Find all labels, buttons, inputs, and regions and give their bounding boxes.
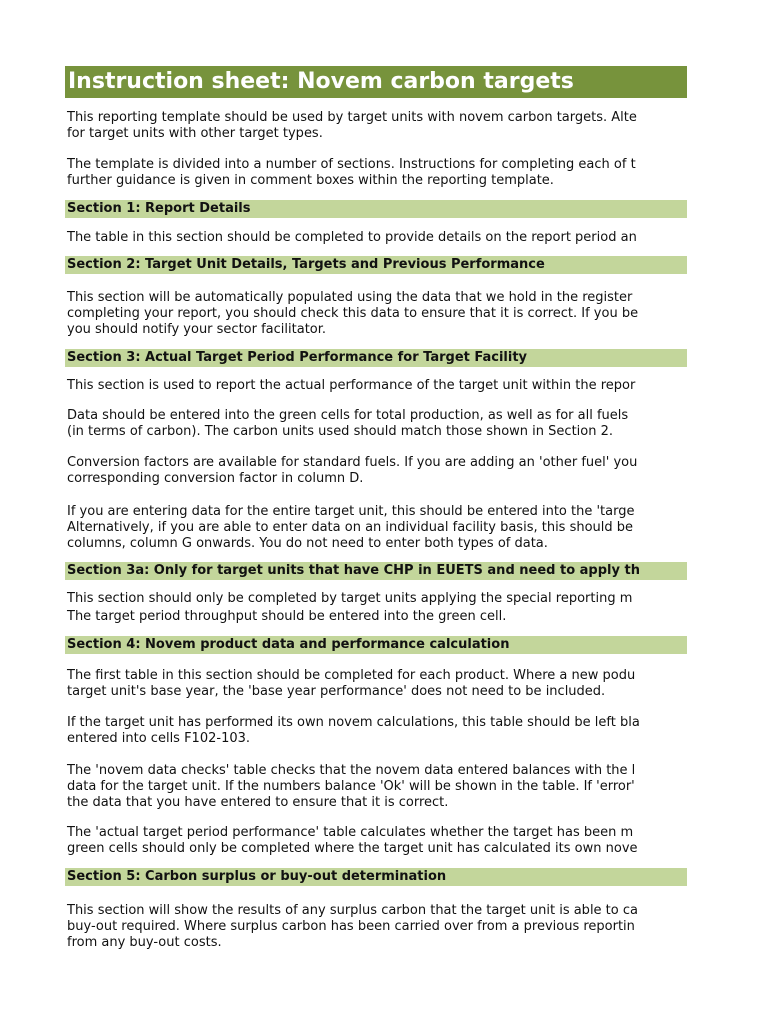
text-line: the data that you have entered to ensure that it is correct. (67, 795, 449, 810)
text-line: The template is divided into a number of sections. Instructions for completing each of t (67, 157, 636, 172)
section-4-paragraph-4 (67, 825, 687, 857)
text-line: buy-out required. Where surplus carbon has been carried over from a previous reportin (67, 919, 635, 934)
section-4-heading: Section 4: Novem product data and performance calculation (65, 636, 687, 654)
section-3a-heading: Section 3a: Only for target units that have CHP in EUETS and need to apply th (65, 562, 687, 580)
text-line: This section is used to report the actual performance of the target unit within the repor (67, 378, 636, 393)
section-3-paragraph-3 (67, 455, 687, 487)
text-line: The target period throughput should be entered into the green cell. (67, 609, 507, 624)
intro-paragraph-1 (67, 110, 687, 142)
text-line: for target units with other target types. (67, 126, 323, 141)
section-3-paragraph-2 (67, 408, 687, 440)
text-line: further guidance is given in comment boxes within the reporting template. (67, 173, 554, 188)
text-line: Conversion factors are available for standard fuels. If you are adding an 'other fuel' you (67, 455, 638, 470)
section-5-paragraph (67, 903, 687, 951)
sheet-title: Instruction sheet: Novem carbon targets (65, 66, 687, 98)
text-line: The 'actual target period performance' table calculates whether the target has been m (67, 825, 634, 840)
text-line: Alternatively, if you are able to enter data on an individual facility basis, this should be (67, 520, 634, 535)
text-line: If you are entering data for the entire target unit, this should be entered into the 'targe (67, 504, 635, 519)
section-1-heading: Section 1: Report Details (65, 200, 687, 218)
section-2-paragraph (67, 290, 687, 338)
text-line: green cells should only be completed where the target unit has calculated its own nove (67, 841, 638, 856)
section-2-heading: Section 2: Target Unit Details, Targets and Previous Performance (65, 256, 687, 274)
text-line: This section will be automatically populated using the data that we hold in the register (67, 290, 633, 305)
section-5-heading: Section 5: Carbon surplus or buy-out determination (65, 868, 687, 886)
section-3-paragraph-4 (67, 504, 687, 552)
text-line: This section should only be completed by target units applying the special reporting m (67, 591, 633, 606)
text-line: corresponding conversion factor in column D. (67, 471, 364, 486)
text-line: This reporting template should be used by target units with novem carbon targets. Alte (67, 110, 637, 125)
section-4-paragraph-1 (67, 668, 687, 700)
text-line: (in terms of carbon). The carbon units used should match those shown in Section 2. (67, 424, 613, 439)
text-line: completing your report, you should check this data to ensure that it is correct. If you be (67, 306, 639, 321)
text-line: from any buy-out costs. (67, 935, 222, 950)
text-line: The first table in this section should be completed for each product. Where a new podu (67, 668, 636, 683)
intro-paragraph-2 (67, 157, 687, 189)
text-line: data for the target unit. If the numbers balance 'Ok' will be shown in the table. If 'error' (67, 779, 635, 794)
section-4-paragraph-2 (67, 715, 687, 747)
section-1-paragraph (67, 230, 687, 246)
text-line: If the target unit has performed its own novem calculations, this table should be left bla (67, 715, 640, 730)
text-line: The table in this section should be completed to provide details on the report period an (67, 230, 637, 245)
instruction-sheet (65, 0, 687, 1024)
text-line: The 'novem data checks' table checks that the novem data entered balances with the l (67, 763, 636, 778)
text-line: target unit's base year, the 'base year performance' does not need to be included. (67, 684, 606, 699)
section-3-heading: Section 3: Actual Target Period Performance for Target Facility (65, 349, 687, 367)
section-4-paragraph-3 (67, 763, 687, 811)
section-3-paragraph-1 (67, 378, 687, 394)
section-3a-paragraph (67, 591, 687, 625)
text-line: you should notify your sector facilitator. (67, 322, 327, 337)
text-line: columns, column G onwards. You do not need to enter both types of data. (67, 536, 548, 551)
text-line: Data should be entered into the green cells for total production, as well as for all fuels (67, 408, 629, 423)
text-line: This section will show the results of any surplus carbon that the target unit is able to ca (67, 903, 638, 918)
text-line: entered into cells F102-103. (67, 731, 251, 746)
